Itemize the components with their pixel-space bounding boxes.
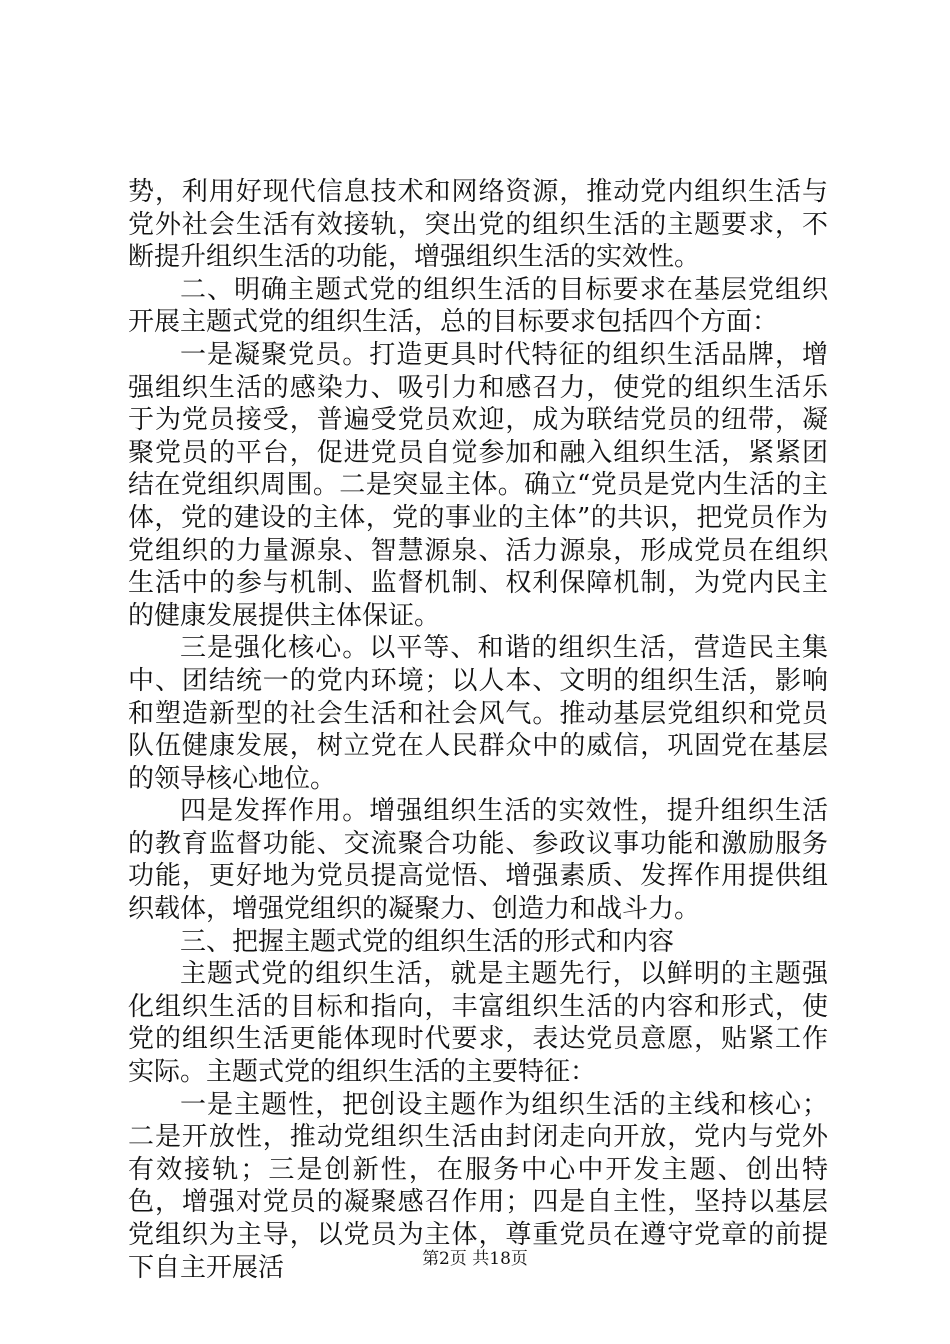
paragraph-2: 二、明确主题式党的组织生活的目标要求在基层党组织开展主题式党的组织生活，总的目标要求包括四个方面： <box>128 274 828 338</box>
section-heading-3: 三、把握主题式党的组织生活的形式和内容 <box>180 926 675 957</box>
paragraph-8: 一是主题性，把创设主题作为组织生活的主线和核心；二是开放性，推动党组织生活由封闭走向开放，党内与党外有效接轨；三是创新性，在服务中心中开发主题、创出特色，增强对党员的凝聚感召作用；四是自主性，坚持以基层党组织为主导，以党员为主体，尊重党员在遵守党章的前提下自主开展活 <box>128 1089 828 1283</box>
paragraph-4: 三是强化核心。以平等、和谐的组织生活，营造民主集中、团结统一的党内环境；以人本、文明的组织生活，影响和塑造新型的社会生活和社会风气。推动基层党组织和党员队伍健康发展，树立党在人民群众中的威信，巩固党在基层的领导核心地位。 <box>128 633 828 794</box>
paragraph-5: 四是发挥作用。增强组织生活的实效性，提升组织生活的教育监督功能、交流聚合功能、参政议事功能和激励服务功能，更好地为党员提高觉悟、增强素质、发挥作用提供组织载体，增强党组织的凝聚力、创造力和战斗力。 <box>128 796 828 925</box>
document-body <box>128 176 828 1284</box>
page-footer: 第2页 共18页 <box>422 1249 528 1269</box>
paragraph-3: 一是凝聚党员。打造更具时代特征的组织生活品牌，增强组织生活的感染力、吸引力和感召力，使党的组织生活乐于为党员接受，普遍受党员欢迎，成为联结党员的纽带，凝聚党员的平台，促进党员自觉参加和融入组织生活，紧紧团结在党组织周围。二是突显主体。确立“党员是党内生活的主体，党的建设的主体，党的事业的主体”的共识，把党员作为党组织的力量源泉、智慧源泉、活力源泉，形成党员在组织生活中的参与机制、监督机制、权利保障机制，为党内民主的健康发展提供主体保证。 <box>128 339 828 631</box>
paragraph-7: 主题式党的组织生活，就是主题先行，以鲜明的主题强化组织生活的目标和指向，丰富组织生活的内容和形式，使党的组织生活更能体现时代要求，表达党员意愿，贴紧工作实际。主题式党的组织生活的主要特征： <box>128 959 828 1088</box>
paragraph-1: 势，利用好现代信息技术和网络资源，推动党内组织生活与党外社会生活有效接轨，突出党的组织生活的主题要求，不断提升组织生活的功能，增强组织生活的实效性。 <box>128 177 828 273</box>
